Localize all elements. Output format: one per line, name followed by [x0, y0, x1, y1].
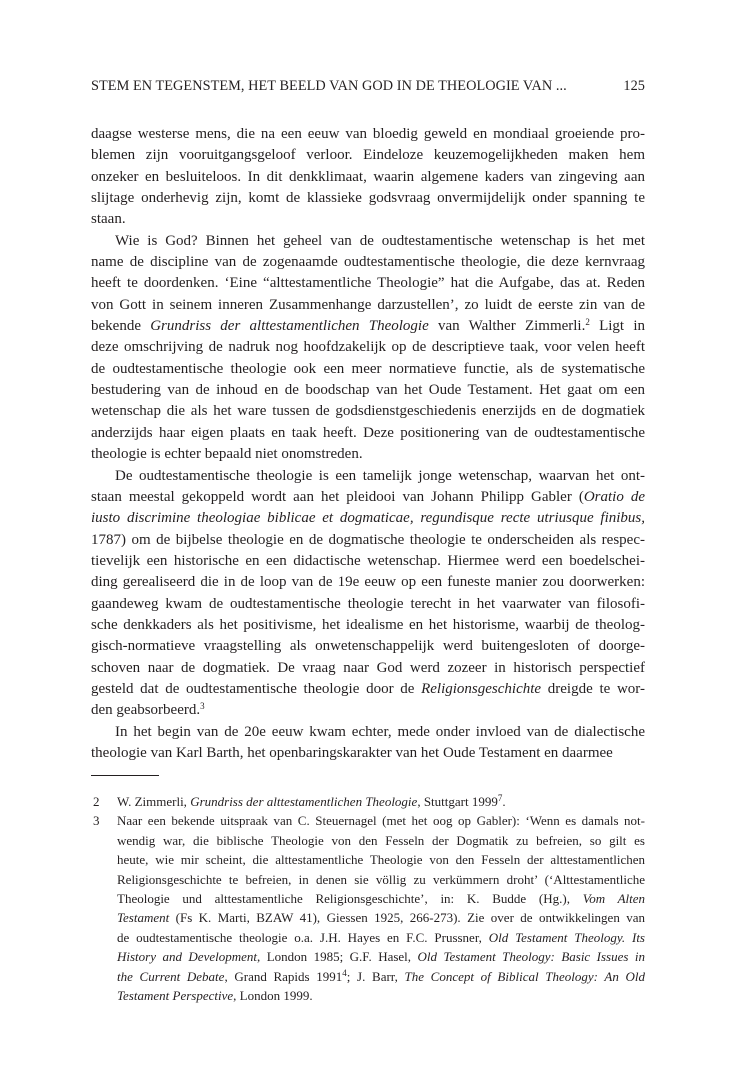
- text-run: , Grand Rapids 1991: [224, 968, 343, 984]
- running-title: STEM EN TEGENSTEM, HET BEELD VAN GOD IN DE THEOLOGIE VAN ...: [91, 78, 567, 94]
- text-run: heute, wie mir scheint, die alttestamentliche Theologie von den Fesseln der alttestamentlichen: [117, 852, 645, 868]
- text-run: gisch-normatieve vraagstelling als onwetenschappelijk werd buitengesloten of doorge-: [91, 638, 645, 655]
- text-run: den geabsorbeerd.: [91, 702, 201, 719]
- text-line: [91, 188, 645, 209]
- footnote-line: [117, 947, 645, 966]
- text-line: [91, 145, 645, 166]
- italic-text: The Concept of Biblical Theology: An Old: [404, 968, 645, 984]
- text-run: ding gerealiseerd die in de loop van de 19e eeuw op een funeste manier zou doorwerken:: [91, 574, 645, 591]
- italic-text: Testament Perspective: [117, 988, 234, 1004]
- footnote-line: [117, 792, 645, 811]
- body-text: [91, 124, 645, 764]
- footnote-ref: 3: [200, 701, 205, 712]
- paragraph: [91, 231, 645, 466]
- text-run: , London 1985; G.F. Hasel,: [257, 949, 418, 965]
- text-run: deze omschrijving de nadruk nog hoofdzakelijk op de descriptieve taak, voor velen heeft: [91, 339, 645, 356]
- text-line: [91, 572, 645, 593]
- italic-text: Oratio de: [583, 488, 645, 505]
- text-line: [91, 700, 645, 721]
- text-line: [91, 679, 645, 700]
- text-run: Religionsgeschichte te befreien, in denen sie völlig zu verkümmern droht’ (‘Alttestamentliche: [117, 871, 645, 887]
- text-run: Theologie und alttestamentliche Religionsgeschichte’, in: K. Budde (Hg.),: [117, 891, 583, 907]
- text-line: [91, 231, 645, 252]
- text-line: [91, 636, 645, 657]
- text-line: [91, 444, 645, 465]
- text-line: [91, 466, 645, 487]
- text-run: theologie van Karl Barth, het openbaringskarakter van het Oude Testament en daarmee: [91, 744, 613, 761]
- text-run: de oudtestamentische theologie ook een meer normatieve functie, als de systematische: [91, 360, 645, 377]
- footnote-line: [117, 811, 645, 830]
- text-run: de oudtestamentische theologie o.a. J.H. Hayes en F.C. Prussner,: [117, 929, 489, 945]
- text-line: [91, 615, 645, 636]
- text-run: , London 1999.: [233, 988, 313, 1004]
- text-run: (Fs K. Marti, BZAW 41), Giessen 1925, 266-273). Zie over de ontwikkelingen van: [169, 910, 645, 926]
- text-line: [91, 295, 645, 316]
- text-run: ; J. Barr,: [346, 968, 405, 984]
- text-run: dreigde te wor-: [541, 680, 645, 697]
- text-run: staan meestal gekoppeld wordt aan het pleidooi van Johann Philipp Gabler (: [91, 488, 584, 505]
- text-run: von Gott in seinem inneren Zusammenhange darzustellen’, zo luidt de eerste zin van de: [91, 296, 645, 313]
- footnote-line: [117, 831, 645, 850]
- text-run: In het begin van de 20e eeuw kwam echter, mede onder invloed van de dialectische: [115, 723, 645, 740]
- text-line: [91, 316, 645, 337]
- text-run: tievelijk een historische en een didactische wetenschap. Hiermee werd een boedelschei-: [91, 552, 645, 569]
- footnote-line: [117, 928, 645, 947]
- text-run: daagse westerse mens, die na een eeuw van bloedig geweld en mondiaal groeiende pro-: [91, 126, 645, 142]
- italic-text: iusto discrimine theologiae biblicae et dogmaticae, regundisque recte utriusque finibus,: [91, 510, 645, 527]
- paragraph: [91, 124, 645, 231]
- text-line: [91, 743, 645, 764]
- italic-text: Religionsgeschichte: [421, 680, 542, 697]
- footnote-line: [117, 967, 645, 986]
- footnote-ref: 4: [342, 967, 347, 978]
- text-run: anderzijds haar eigen plaats en taak heeft. Deze positionering van de oudtestamentische: [91, 424, 645, 441]
- text-run: van Walther Zimmerli.: [428, 318, 586, 335]
- text-run: theologie is echter bepaald niet onomstreden.: [91, 446, 363, 463]
- running-header: [91, 78, 645, 98]
- text-line: [91, 508, 645, 529]
- footnote-line: [117, 850, 645, 869]
- text-line: [91, 167, 645, 188]
- text-line: [91, 359, 645, 380]
- footnote-ref: 7: [497, 793, 503, 803]
- footnote: [91, 792, 645, 811]
- text-line: [91, 209, 645, 230]
- paragraph: [91, 466, 645, 722]
- text-run: gesteld dat de oudtestamentische theologie door de: [91, 680, 422, 697]
- footnote-number: 3: [93, 813, 100, 829]
- italic-text: Old Testament Theology. Its: [488, 929, 645, 945]
- text-run: bekende: [91, 318, 151, 335]
- text-run: sche denkkaders als het positivisme, het idealisme en het historisme, waarbij de theolog-: [91, 616, 645, 633]
- italic-text: Grundriss der alttestamentlichen Theologie: [150, 318, 429, 335]
- text-run: .: [502, 794, 506, 809]
- text-run: slijtage onderhevig zijn, komt de klassieke godsvraag onvermijdelijk onder spanning te: [91, 190, 645, 207]
- paragraph: [91, 722, 645, 765]
- text-line: [91, 273, 645, 294]
- italic-text: History and Development: [117, 949, 257, 965]
- text-run: Wie is God? Binnen het geheel van de oudtestamentische wetenschap is het met: [115, 232, 645, 249]
- text-line: [91, 401, 645, 422]
- footnote-separator: [91, 775, 159, 776]
- text-run: 1787) om de bijbelse theologie en de dogmatische theologie te onderscheiden als respec-: [91, 531, 645, 548]
- text-run: De oudtestamentische theologie is een tamelijk jonge wetenschap, waarvan het ont-: [115, 467, 645, 484]
- page-number: 125: [623, 78, 645, 94]
- text-run: Naar een bekende uitspraak van C. Steuernagel (met het oog op Gabler): ‘Wenn es damals not-: [117, 813, 645, 829]
- italic-text: Old Testament Theology: Basic Issues in: [417, 949, 645, 965]
- text-line: [91, 252, 645, 273]
- text-line: [91, 551, 645, 572]
- text-line: [91, 487, 645, 508]
- text-run: bestudering van de inhoud en de boodschap van het Oude Testament. Het gaat om een: [91, 382, 645, 399]
- text-run: blemen zijn vooruitgangsgeloof verloor. Eindeloze keuzemogelijkheden maken hem: [91, 147, 645, 164]
- text-line: [91, 530, 645, 551]
- footnote-line: [117, 908, 645, 927]
- text-run: , Stuttgart 1999: [417, 794, 498, 809]
- text-run: W. Zimmerli,: [117, 794, 191, 809]
- footnote-number: 2: [93, 794, 100, 809]
- text-run: staan.: [91, 211, 126, 228]
- footnote-line: [117, 889, 645, 908]
- text-run: wetenschap die als het ware tussen de godsdienstgeschiedenis enerzijds en de dogmatiek: [91, 403, 645, 420]
- text-run: onzeker en besluiteloos. In dit denkklimaat, waarin algemene kaders van zingeving aan: [91, 168, 645, 185]
- italic-text: the Current Debate: [117, 968, 225, 984]
- text-line: [91, 380, 645, 401]
- text-run: name de discipline van de zogenaamde oudtestamentische theologie, die deze kernvraag: [91, 254, 645, 271]
- text-run: wendig war, die biblische Theologie von den Fesseln der Dogmatik zu befreien, so gilt es: [117, 832, 645, 848]
- footnote-ref: 2: [585, 317, 590, 328]
- footnote: [91, 811, 645, 1005]
- text-run: gaandeweg kwam de oudtestamentische theologie terecht in het vaarwater van filosofi-: [91, 595, 645, 612]
- text-line: [91, 658, 645, 679]
- text-run: heeft te doordenken. ‘Eine “alttestamentliche Theologie” hat die Aufgabe, das at. Reden: [91, 275, 645, 292]
- footnotes: [91, 792, 645, 1005]
- text-line: [91, 423, 645, 444]
- footnote-line: [117, 870, 645, 889]
- italic-text: Testament: [117, 910, 170, 926]
- text-run: Ligt in: [589, 318, 645, 335]
- text-line: [91, 337, 645, 358]
- text-line: [91, 722, 645, 743]
- italic-text: Grundriss der alttestamentlichen Theologie: [190, 794, 418, 809]
- text-line: [91, 594, 645, 615]
- footnote-line: [117, 986, 645, 1005]
- italic-text: Vom Alten: [582, 891, 645, 907]
- text-line: [91, 124, 645, 145]
- text-run: schoven naar de dogmatiek. De vraag naar God werd zozeer in historisch perspectief: [91, 659, 645, 676]
